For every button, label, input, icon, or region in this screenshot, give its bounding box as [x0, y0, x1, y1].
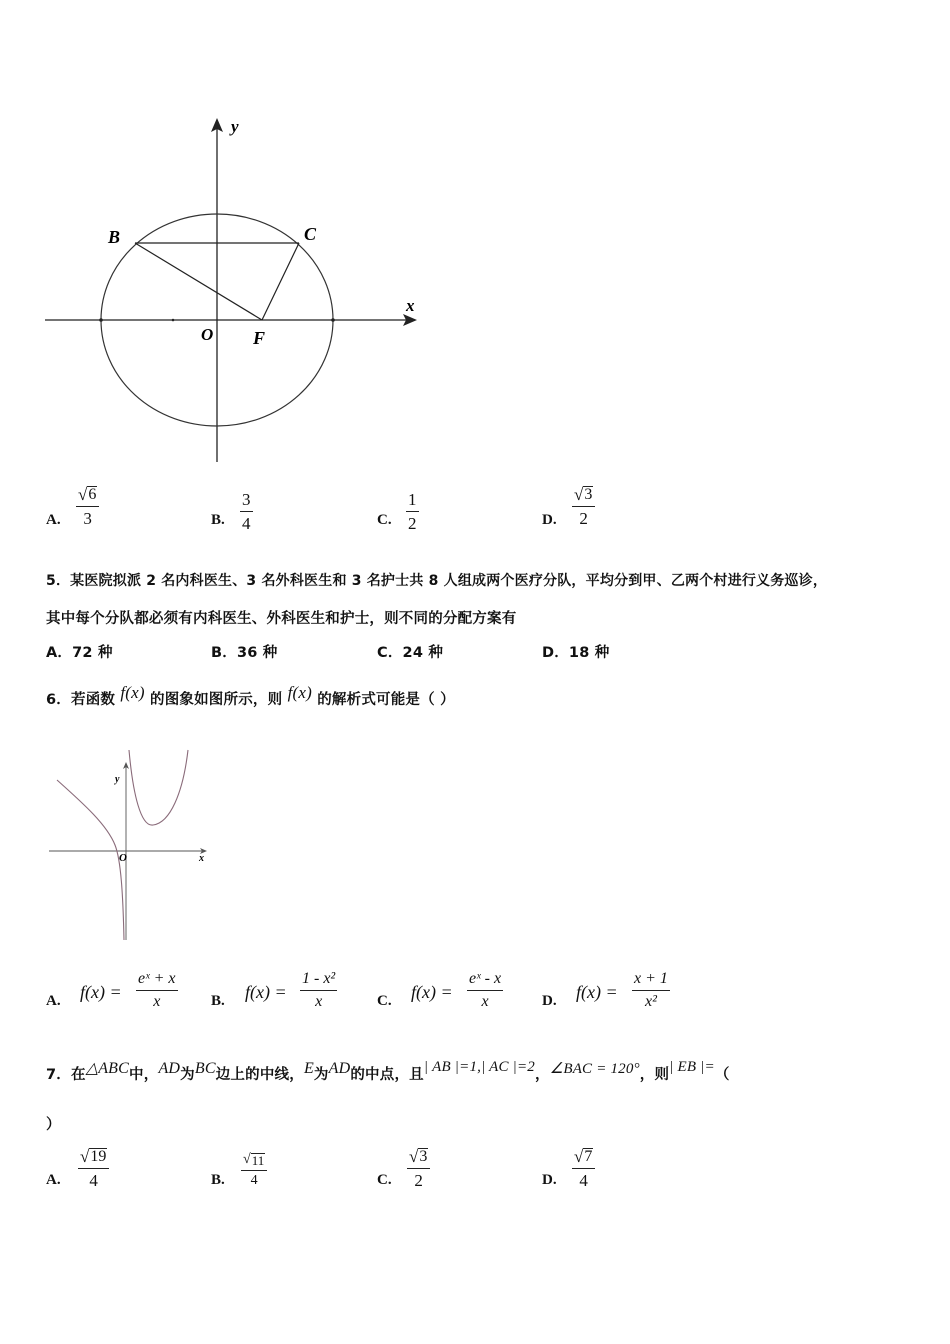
q7-option-d-value: √ 7 4	[572, 1148, 595, 1189]
q6-option-c-frac: $\frac{\text{eˣ - x}}{x}$	[469, 970, 502, 1010]
q7-close-paren: ）	[46, 1117, 61, 1133]
q6-option-a-lhs: f(x) =	[80, 982, 122, 1002]
graph-origin-label: O	[119, 852, 127, 864]
q4-option-c-label: C.	[377, 512, 392, 528]
q7-option-a-value: √ 19 4	[78, 1148, 109, 1189]
q5-option-a: A．72 种	[46, 645, 113, 661]
q6-option-c-label: C.	[377, 993, 392, 1009]
q6-option-b-label: B.	[211, 993, 225, 1009]
q4-option-a-label: A.	[46, 512, 61, 528]
q5-line2: 其中每个分队都必须有内科医生、外科医生和护士，则不同的分配方案有	[46, 611, 517, 627]
q5-line1: 5．某医院拟派 2 名内科医生、3 名外科医生和 3 名护士共 8 人组成两个医疗分队，平均分到甲、乙两个村进行义务巡诊，	[46, 573, 828, 589]
graph-y-label: y	[115, 774, 120, 785]
q4-option-a-value: √ 6 3	[76, 486, 99, 527]
circle-figure	[40, 110, 430, 470]
q7-option-c-label: C.	[377, 1172, 392, 1188]
point-c-label: C	[304, 224, 317, 244]
q7-option-a-label: A.	[46, 1172, 61, 1188]
origin-label: O	[201, 325, 214, 344]
point-b-label: B	[108, 227, 121, 247]
axis-y-label: y	[231, 117, 239, 136]
q7-option-c-value: √ 3 2	[407, 1148, 430, 1189]
q7-stem: 7．在△ABC中，AD为BC边上的中线，E为AD的中点，且| AB |=1,| AC |=2，∠BAC = 120°，则| EB |=（	[46, 1059, 730, 1083]
q4-option-d-label: D.	[542, 512, 557, 528]
q7-option-d-label: D.	[542, 1172, 557, 1188]
q6-option-b-frac: $\frac{\text{1 - x²}}{x}$	[302, 970, 336, 1010]
q7-option-b-label: B.	[211, 1172, 225, 1188]
q5-option-c: C．24 种	[377, 645, 444, 661]
q6-option-d-lhs: f(x) =	[576, 982, 618, 1002]
q6-stem: 6．若函数 f(x) 的图象如图所示，则 f(x) 的解析式可能是（ ）	[46, 683, 455, 708]
q7-option-b-value: √ 11 4	[241, 1153, 267, 1188]
axis-x-label: x	[406, 296, 415, 315]
q4-option-b-label: B.	[211, 512, 225, 528]
q6-option-b-lhs: f(x) =	[245, 982, 287, 1002]
q6-option-d-frac: $\frac{x + 1}{\text{x²}}$	[634, 970, 668, 1010]
function-graph	[45, 745, 215, 945]
q4-option-c-value: $\frac{1}{2}$	[408, 490, 417, 533]
graph-x-label: x	[199, 853, 204, 864]
q4-option-d-value: √ 3 2	[572, 486, 595, 527]
q5-option-d: D．18 种	[542, 645, 610, 661]
q6-option-c-lhs: f(x) =	[411, 982, 453, 1002]
q6-option-d-label: D.	[542, 993, 557, 1009]
q6-option-a-frac: $\frac{\text{eˣ + x}}{x}$	[138, 970, 176, 1010]
q5-option-b: B．36 种	[211, 645, 278, 661]
q6-option-a-label: A.	[46, 993, 61, 1009]
point-f-label: F	[253, 328, 266, 348]
q4-option-b-value: $\frac{3}{4}$	[242, 490, 251, 533]
